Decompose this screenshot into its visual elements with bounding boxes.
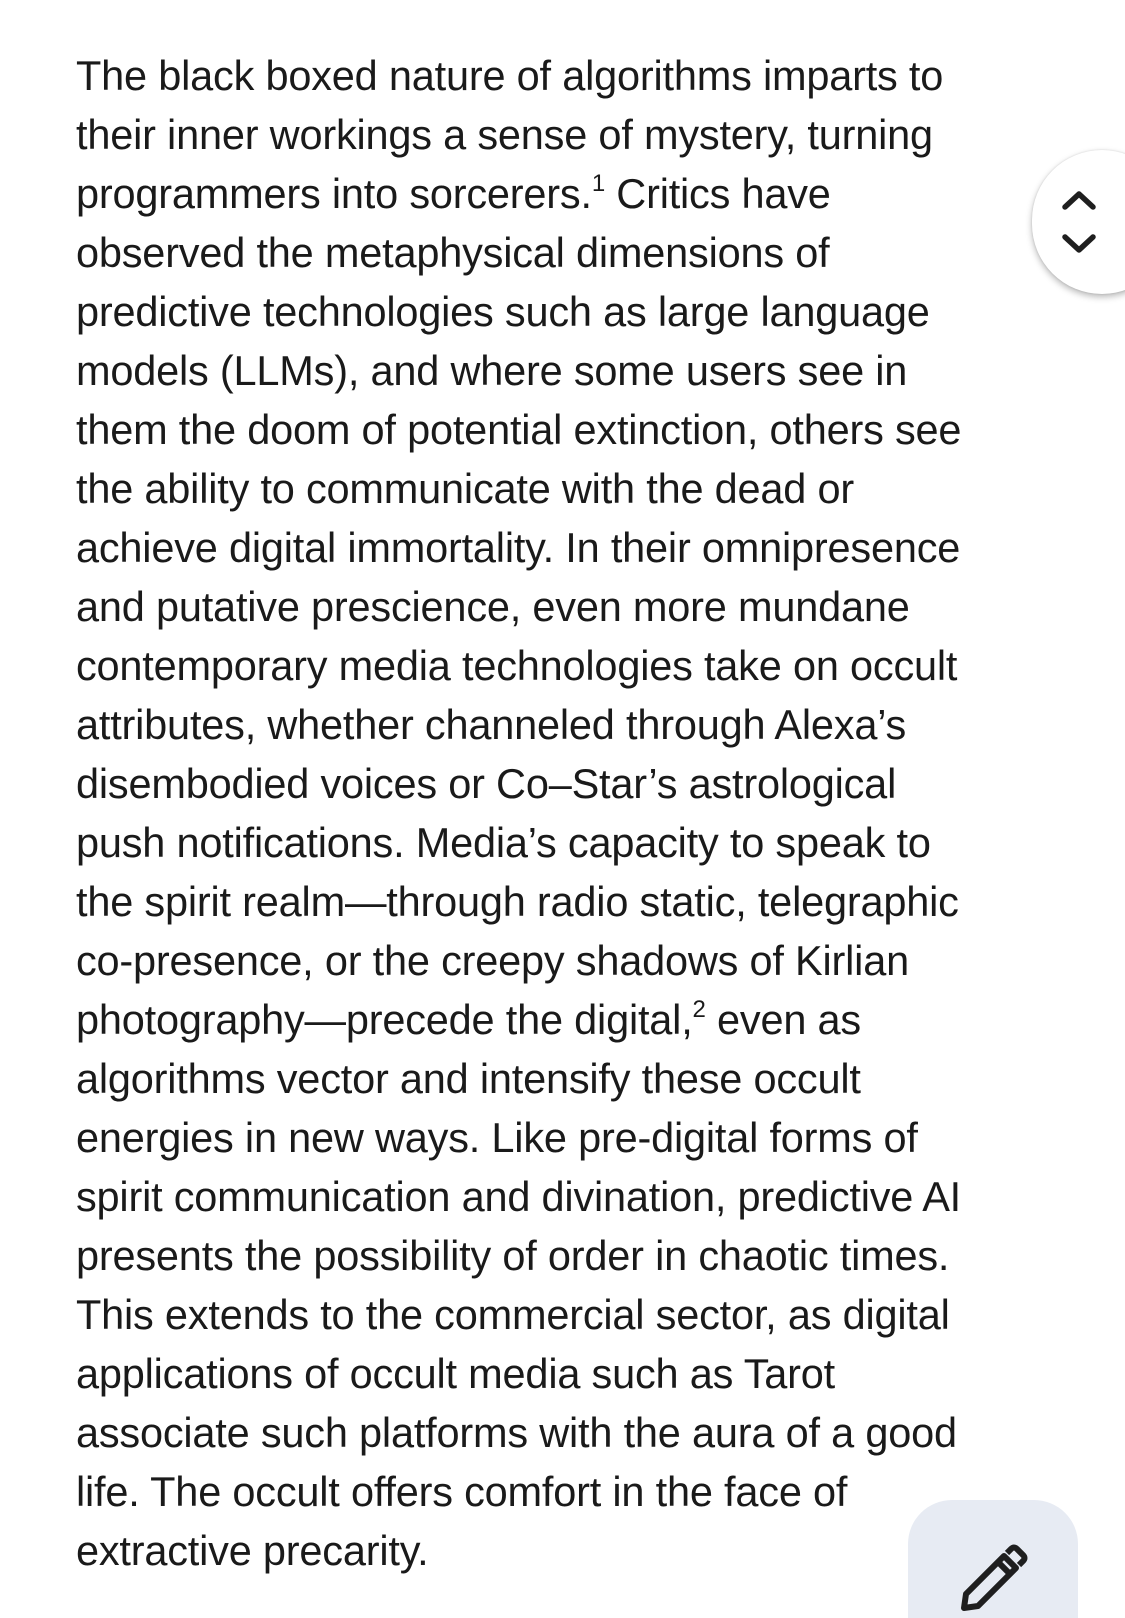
edit-button[interactable] (908, 1500, 1078, 1618)
text-segment: Critics have (604, 170, 831, 217)
text-line (76, 164, 1056, 223)
text-line: models (LLMs), and where some users see in (76, 347, 908, 394)
text-segment: programmers into sorcerers. (76, 170, 592, 217)
footnote-ref-1[interactable]: 1 (591, 170, 605, 197)
text-line: them the doom of potential extinction, others see (76, 406, 962, 453)
text-line: spirit communication and divination, predictive AI (76, 1173, 962, 1220)
footnote-ref-2[interactable]: 2 (692, 996, 706, 1023)
text-line: the ability to communicate with the dead or (76, 465, 855, 512)
text-line: life. The occult offers comfort in the face of (76, 1468, 848, 1515)
text-line: energies in new ways. Like pre-digital forms of (76, 1114, 918, 1161)
previous-result-button[interactable] (1054, 180, 1104, 220)
next-result-button[interactable] (1054, 224, 1104, 264)
text-line: applications of occult media such as Tarot (76, 1350, 836, 1397)
text-line: predictive technologies such as large language (76, 288, 930, 335)
text-line: This extends to the commercial sector, as digital (76, 1291, 950, 1338)
text-segment: photography—precede the digital, (76, 996, 693, 1043)
text-line: their inner workings a sense of mystery, turning (76, 111, 933, 158)
text-line: algorithms vector and intensify these occult (76, 1055, 861, 1102)
text-line: and putative prescience, even more mundane (76, 583, 910, 630)
text-segment: even as (705, 996, 861, 1043)
text-line: observed the metaphysical dimensions of (76, 229, 830, 276)
text-line: contemporary media technologies take on occult (76, 642, 958, 689)
pencil-icon (952, 1540, 1032, 1618)
chevron-down-icon (1059, 231, 1099, 257)
text-line: disembodied voices or Co–Star’s astrological (76, 760, 897, 807)
text-line (76, 990, 1056, 1049)
text-line: push notifications. Media’s capacity to speak to (76, 819, 931, 866)
text-line: associate such platforms with the aura of a good (76, 1409, 957, 1456)
article-paragraph (76, 46, 1056, 1580)
text-line: attributes, whether channeled through Alexa’s (76, 701, 907, 748)
text-line: achieve digital immortality. In their omnipresence (76, 524, 961, 571)
text-line: presents the possibility of order in chaotic times. (76, 1232, 950, 1279)
text-line: extractive precarity. (76, 1527, 429, 1574)
text-line: co-presence, or the creepy shadows of Kirlian (76, 937, 909, 984)
text-line: The black boxed nature of algorithms imparts to (76, 52, 944, 99)
chevron-up-icon (1059, 187, 1099, 213)
text-line: the spirit realm—through radio static, telegraphic (76, 878, 959, 925)
